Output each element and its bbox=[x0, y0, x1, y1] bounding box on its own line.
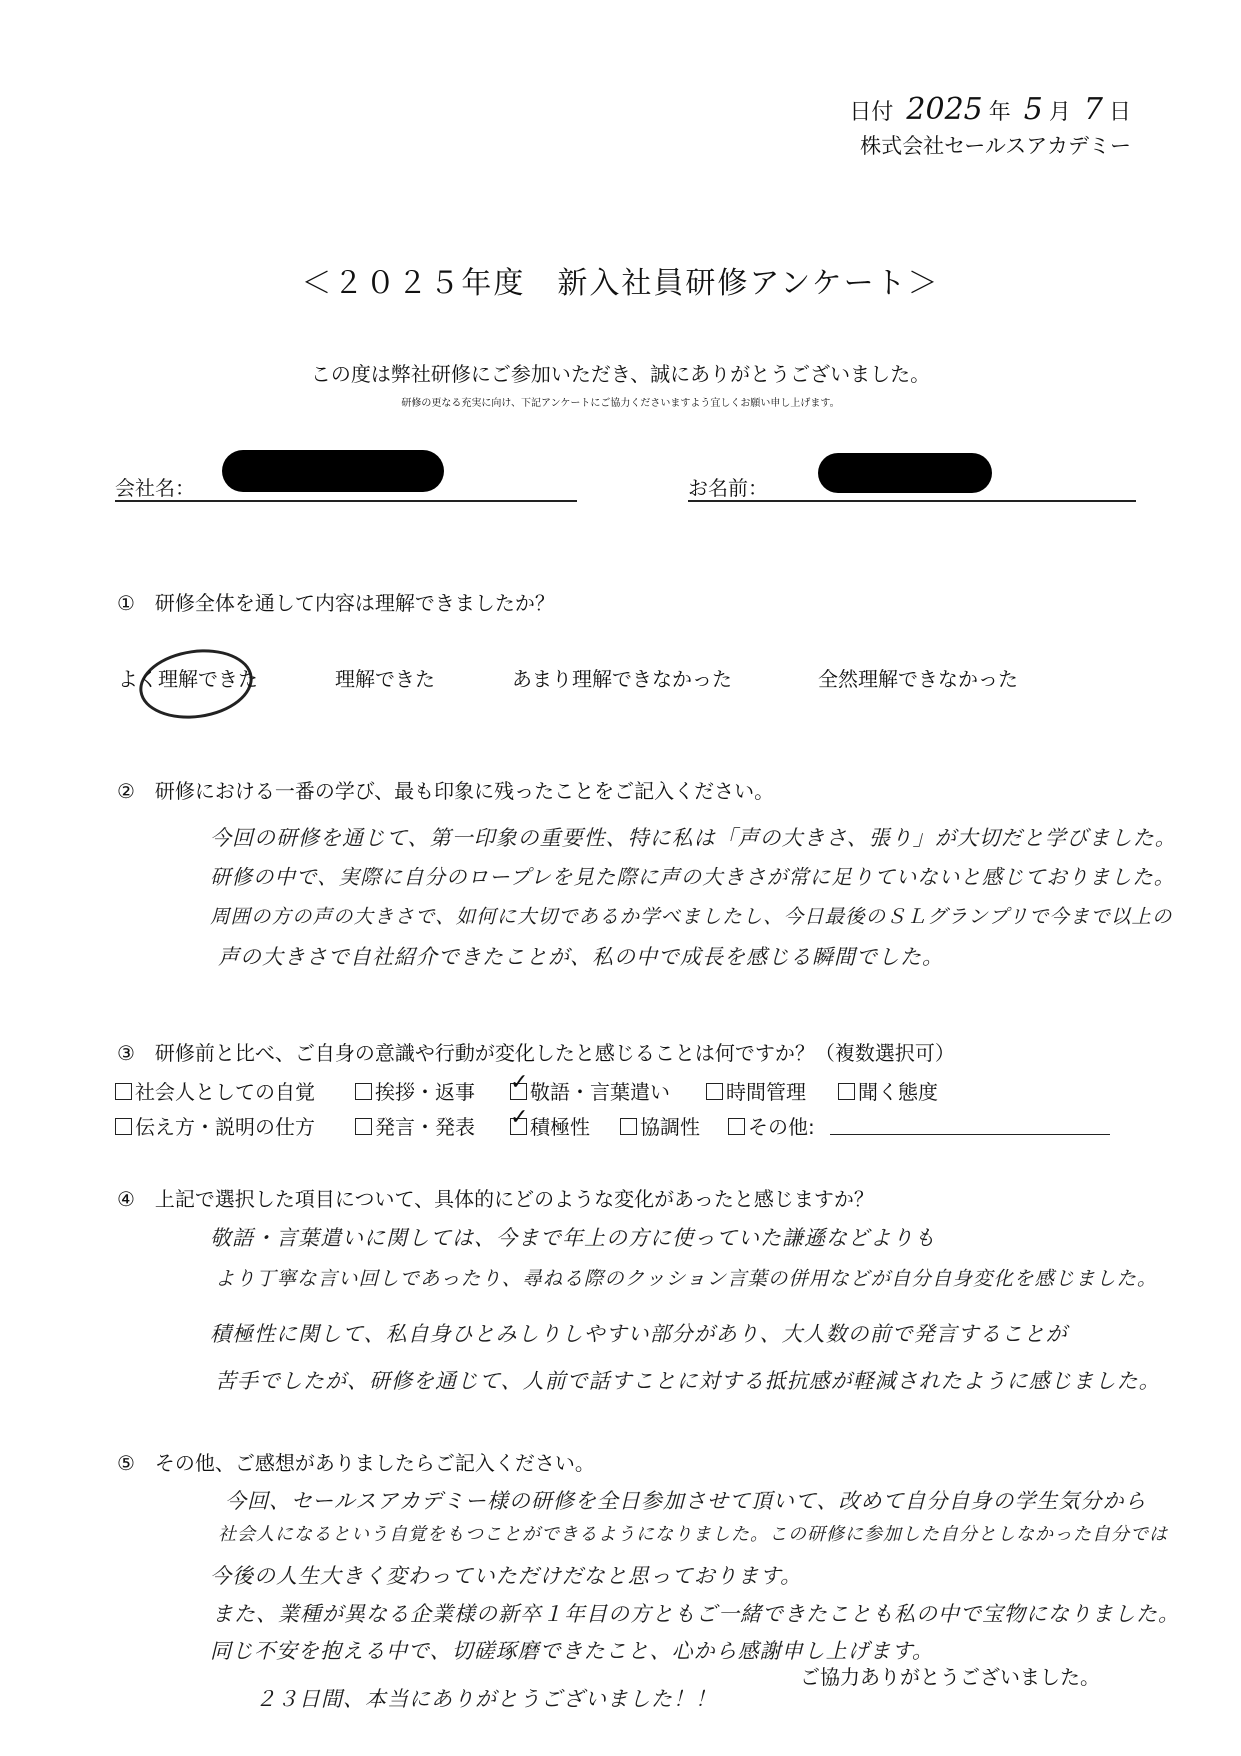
q2-answer-line-2: 研修の中で、実際に自分のロープレを見た際に声の大きさが常に足りていないと感じておりました。 bbox=[210, 865, 1176, 889]
date-label: 日付 bbox=[849, 100, 894, 125]
q2-answer-line-3: 周囲の方の声の大きさで、如何に大切であるか学べましたし、今日最後のＳＬグランプリで今まで以上の bbox=[210, 905, 1173, 928]
q5-answer-line-6: ２３日間、本当にありがとうございました！！ bbox=[255, 1687, 717, 1711]
q4-answer-line-2: より丁寧な言い回しであったり、尋ねる際のクッション言葉の併用などが自分自身変化を感じました。 bbox=[215, 1267, 1158, 1290]
q3-checkbox-sonota[interactable] bbox=[728, 1111, 815, 1140]
q3-checkbox-sekkyokusei[interactable] bbox=[510, 1111, 590, 1140]
checkbox-box[interactable] bbox=[355, 1083, 372, 1100]
checkbox-label: 伝え方・説明の仕方 bbox=[135, 1115, 315, 1139]
q2-answer-line-4: 声の大きさで自社紹介できたことが、私の中で成長を感じる瞬間でした。 bbox=[218, 945, 944, 969]
company-underline bbox=[115, 500, 577, 502]
q3-checkbox-kyouchousei[interactable] bbox=[620, 1111, 700, 1140]
closing-thanks: ご協力ありがとうございました。 bbox=[800, 1665, 1100, 1689]
q3-other-underline bbox=[830, 1134, 1110, 1135]
intro-line-1: この度は弊社研修にご参加いただき、誠にありがとうございました。 bbox=[310, 362, 931, 386]
checkbox-label: その他: bbox=[748, 1115, 815, 1139]
checkbox-label: 敬語・言葉遣い bbox=[530, 1080, 670, 1104]
name-underline bbox=[688, 500, 1136, 502]
checkbox-box[interactable] bbox=[728, 1118, 745, 1135]
month-unit: 月 bbox=[1048, 100, 1071, 125]
q3-checkbox-keigo[interactable] bbox=[510, 1076, 670, 1105]
q3-checkbox-aisatsu[interactable] bbox=[355, 1076, 475, 1105]
q5-answer-line-2: 社会人になるという自覚をもつことができるようになりました。この研修に参加した自分としなかった自分では bbox=[218, 1524, 1168, 1545]
checkbox-label: 社会人としての自覚 bbox=[135, 1080, 315, 1104]
page-title: ＜２０２５年度 新入社員研修アンケート＞ bbox=[301, 266, 940, 301]
q1-option-3: あまり理解できなかった bbox=[512, 667, 732, 691]
q3-checkbox-hatsugen[interactable] bbox=[355, 1111, 475, 1140]
q4-answer-line-3: 積極性に関して、私自身ひとみしりしやすい部分があり、大人数の前で発言することが bbox=[210, 1322, 1068, 1346]
company-label: 会社名： bbox=[115, 476, 195, 500]
checkbox-box-checked[interactable] bbox=[510, 1118, 527, 1135]
q5-answer-line-1: 今回、セールスアカデミー様の研修を全日参加させて頂いて、改めて自分自身の学生気分から bbox=[225, 1489, 1147, 1513]
q5-answer-line-3: 今後の人生大きく変わっていただけだなと思っております。 bbox=[210, 1564, 803, 1588]
q2-answer-line-1: 今回の研修を通じて、第一印象の重要性、特に私は「声の大きさ、張り」が大切だと学びました。 bbox=[210, 826, 1177, 850]
company-redaction bbox=[222, 450, 444, 492]
q3-checkbox-jikan[interactable] bbox=[706, 1076, 806, 1105]
q1-option-1: よく理解できた bbox=[118, 667, 258, 691]
q5-question: ⑤ その他、ご感想がありましたらご記入ください。 bbox=[117, 1451, 595, 1475]
q1-option-4: 全然理解できなかった bbox=[818, 667, 1018, 691]
checkbox-box-checked[interactable] bbox=[510, 1083, 527, 1100]
q1-option-2: 理解できた bbox=[335, 667, 435, 691]
q1-question: ① 研修全体を通して内容は理解できましたか？ bbox=[117, 591, 555, 615]
q5-answer-line-5: 同じ不安を抱える中で、切磋琢磨できたこと、心から感謝申し上げます。 bbox=[210, 1639, 934, 1663]
checkbox-label: 挨拶・返事 bbox=[375, 1080, 475, 1104]
checkbox-label: 積極性 bbox=[530, 1115, 590, 1139]
checkbox-label: 協調性 bbox=[640, 1115, 700, 1139]
q3-question: ③ 研修前と比べ、ご自身の意識や行動が変化したと感じることは何ですか？（複数選択可） bbox=[117, 1041, 955, 1065]
q2-question: ② 研修における一番の学び、最も印象に残ったことをご記入ください。 bbox=[117, 779, 775, 803]
checkbox-label: 発言・発表 bbox=[375, 1115, 475, 1139]
date-row bbox=[849, 92, 1131, 127]
checkbox-box[interactable] bbox=[115, 1083, 132, 1100]
date-year-value: 2025 bbox=[906, 92, 983, 127]
checkbox-box[interactable] bbox=[620, 1118, 637, 1135]
date-month-value: 5 bbox=[1023, 92, 1043, 127]
q4-answer-line-4: 苦手でしたが、研修を通じて、人前で話すことに対する抵抗感が軽減されたように感じました。 bbox=[215, 1369, 1161, 1393]
q4-question: ④ 上記で選択した項目について、具体的にどのような変化があったと感じますか？ bbox=[117, 1187, 874, 1211]
checkbox-box[interactable] bbox=[838, 1083, 855, 1100]
day-unit: 日 bbox=[1108, 100, 1131, 125]
year-unit: 年 bbox=[988, 100, 1011, 125]
q5-answer-line-4: また、業種が異なる企業様の新卒１年目の方ともご一緒できたことも私の中で宝物になりました。 bbox=[212, 1602, 1180, 1626]
q4-answer-line-1: 敬語・言葉遣いに関しては、今まで年上の方に使っていた謙遜などよりも bbox=[210, 1226, 936, 1250]
name-redaction bbox=[818, 453, 992, 493]
q3-checkbox-shakaijin[interactable] bbox=[115, 1076, 315, 1105]
checkbox-box[interactable] bbox=[115, 1118, 132, 1135]
checkbox-box[interactable] bbox=[355, 1118, 372, 1135]
intro-line-2: 研修の更なる充実に向け、下記アンケートにご協力くださいますよう宜しくお願い申し上げます。 bbox=[401, 398, 840, 409]
checkbox-label: 聞く態度 bbox=[858, 1080, 938, 1104]
name-label: お名前： bbox=[688, 476, 768, 500]
issuer-name: 株式会社セールスアカデミー bbox=[860, 134, 1131, 158]
q3-checkbox-kiku[interactable] bbox=[838, 1076, 938, 1105]
checkbox-label: 時間管理 bbox=[726, 1080, 806, 1104]
date-day-value: 7 bbox=[1083, 92, 1103, 127]
checkbox-box[interactable] bbox=[706, 1083, 723, 1100]
q3-checkbox-tsutaekata[interactable] bbox=[115, 1111, 315, 1140]
